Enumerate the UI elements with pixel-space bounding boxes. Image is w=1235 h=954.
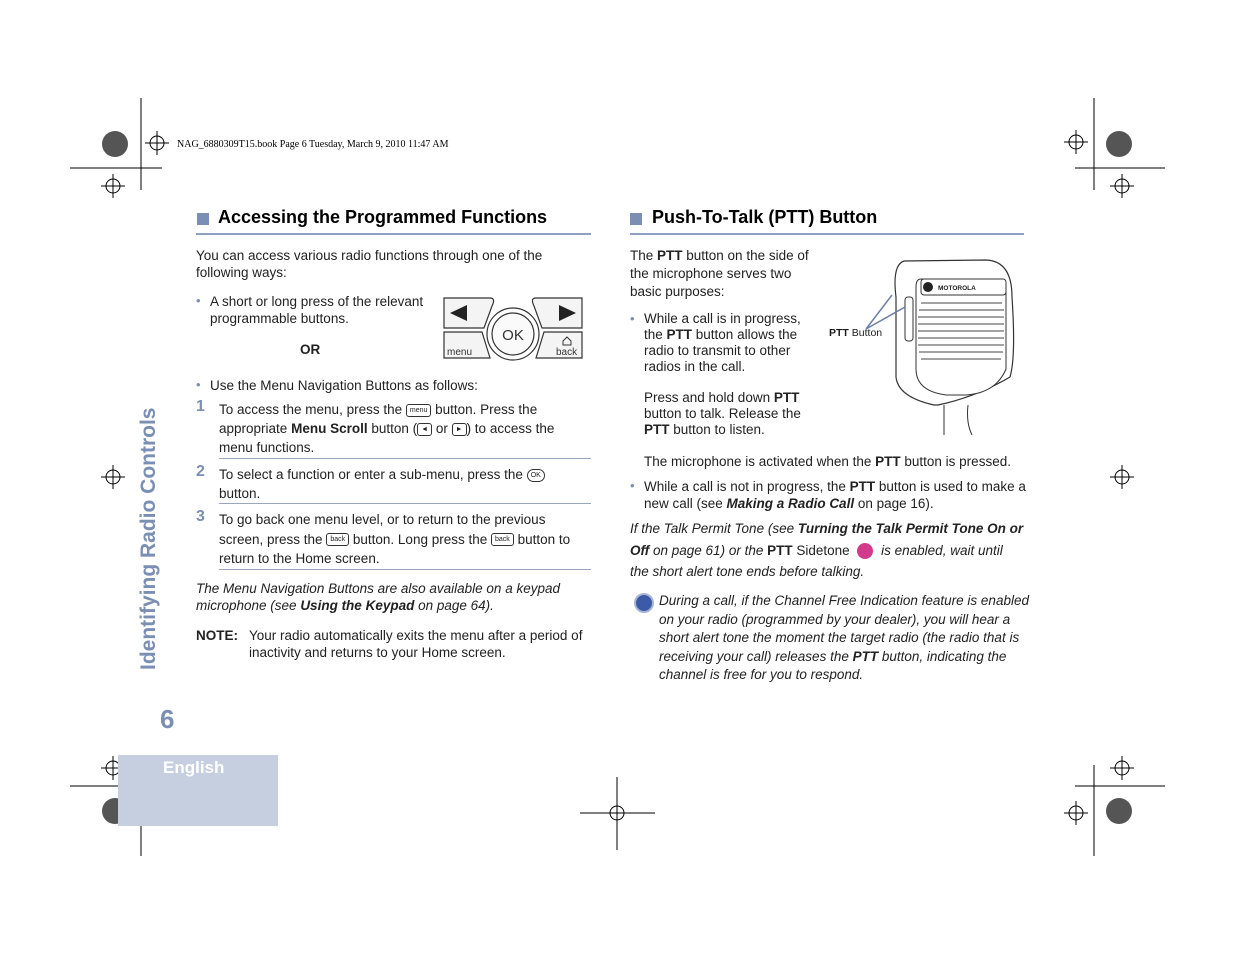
page-number: 6 (160, 704, 175, 734)
step-divider (219, 458, 591, 459)
talk-permit-note: If the Talk Permit Tone (see Turning the Talk Permit Tone On or Off on page 61) or the PTT Sidetone is enabled, wait until the short alert tone ends before talking. (630, 521, 1024, 579)
ptt-intro: The PTT button on the side of the microphone serves two basic purposes: (630, 248, 809, 299)
language-label: English (163, 758, 225, 777)
menu-key-label: menu (447, 347, 473, 358)
section-square-icon (630, 213, 642, 225)
ok-key-icon: OK (527, 469, 545, 482)
ptt-button-shape (905, 297, 913, 341)
left-section-title: Accessing the Programmed Functions (218, 207, 548, 227)
step-3-text: To go back one menu level, or to return to the previous screen, press the back button. Long press the back button to return to the Home screen. (219, 512, 571, 566)
ptt-activated-text: The microphone is activated when the PTT button is pressed. (644, 454, 1011, 469)
back-key-label: back (556, 347, 578, 358)
ok-key-label: OK (502, 327, 524, 344)
left-title-rule (196, 233, 591, 235)
step-number: 2 (196, 463, 205, 480)
ptt-bullet-2: While a call is not in progress, the PTT button is used to make a new call (see Making a Radio Call on page 16). (644, 479, 1026, 511)
left-scroll-icon: ◄ (417, 423, 432, 436)
step-number: 3 (196, 508, 205, 525)
step-2-text: To select a function or enter a sub-menu, press the OK button. (219, 465, 589, 503)
right-title-rule (630, 233, 1024, 235)
left-bullet-2: Use the Menu Navigation Buttons as follows: (210, 378, 478, 393)
language-tab (118, 755, 278, 826)
right-section-title: Push-To-Talk (PTT) Button (652, 207, 878, 227)
bullet-icon: • (630, 478, 635, 493)
motorola-logo-icon (923, 282, 933, 292)
navigation-keypad-illustration (440, 294, 586, 364)
step-divider (219, 503, 591, 504)
keypad-italic-note: The Menu Navigation Buttons are also available on a keypad microphone (see Using the Keypad on page 64). (196, 581, 560, 613)
left-intro: You can access various radio functions through one of the following ways: (196, 248, 543, 280)
left-bullet-1: A short or long press of the relevant programmable buttons. (210, 294, 424, 326)
step-number: 1 (196, 398, 205, 415)
right-scroll-icon: ► (452, 423, 467, 436)
note-text: Your radio automatically exits the menu after a period of inactivity and returns to your Home screen. (249, 628, 583, 660)
bullet-icon: • (630, 311, 635, 326)
channel-free-icon (634, 593, 654, 613)
menu-key-icon: menu (406, 404, 432, 417)
step-divider (219, 569, 591, 570)
side-section-label: Identifying Radio Controls (137, 407, 160, 670)
note-label: NOTE: (196, 628, 238, 643)
print-header: NAG_6880309T15.book Page 6 Tuesday, March 9, 2010 11:47 AM (177, 139, 449, 150)
step-1-text: To access the menu, press the menu button. Press the appropriate Menu Scroll button ( ◄ or ► ) to access the menu functions. (219, 402, 555, 455)
ptt-bullet-1: While a call is in progress, the PTT button allows the radio to transmit to other radios in the call. (644, 311, 801, 374)
sidetone-icon (857, 543, 873, 559)
microphone-illustration (826, 257, 1021, 437)
back-key-icon: back (326, 533, 349, 546)
section-square-icon (197, 213, 209, 225)
ptt-press-hold: Press and hold down PTT button to talk. Release the PTT button to listen. (644, 390, 801, 437)
mic-brand: MOTOROLA (938, 285, 976, 292)
bullet-icon: • (196, 377, 201, 392)
back-key-icon: back (491, 533, 514, 546)
channel-free-note: During a call, if the Channel Free Indication feature is enabled on your radio (programmed by your dealer), you will hear a short alert tone the moment the target radio (the radio that is receiving your call) releases the PTT button, indicating the channel is free for you to respond. (659, 593, 1029, 682)
or-label: OR (300, 342, 321, 357)
bullet-icon: • (196, 293, 201, 308)
ptt-callout-label: PTT Button (829, 327, 883, 339)
